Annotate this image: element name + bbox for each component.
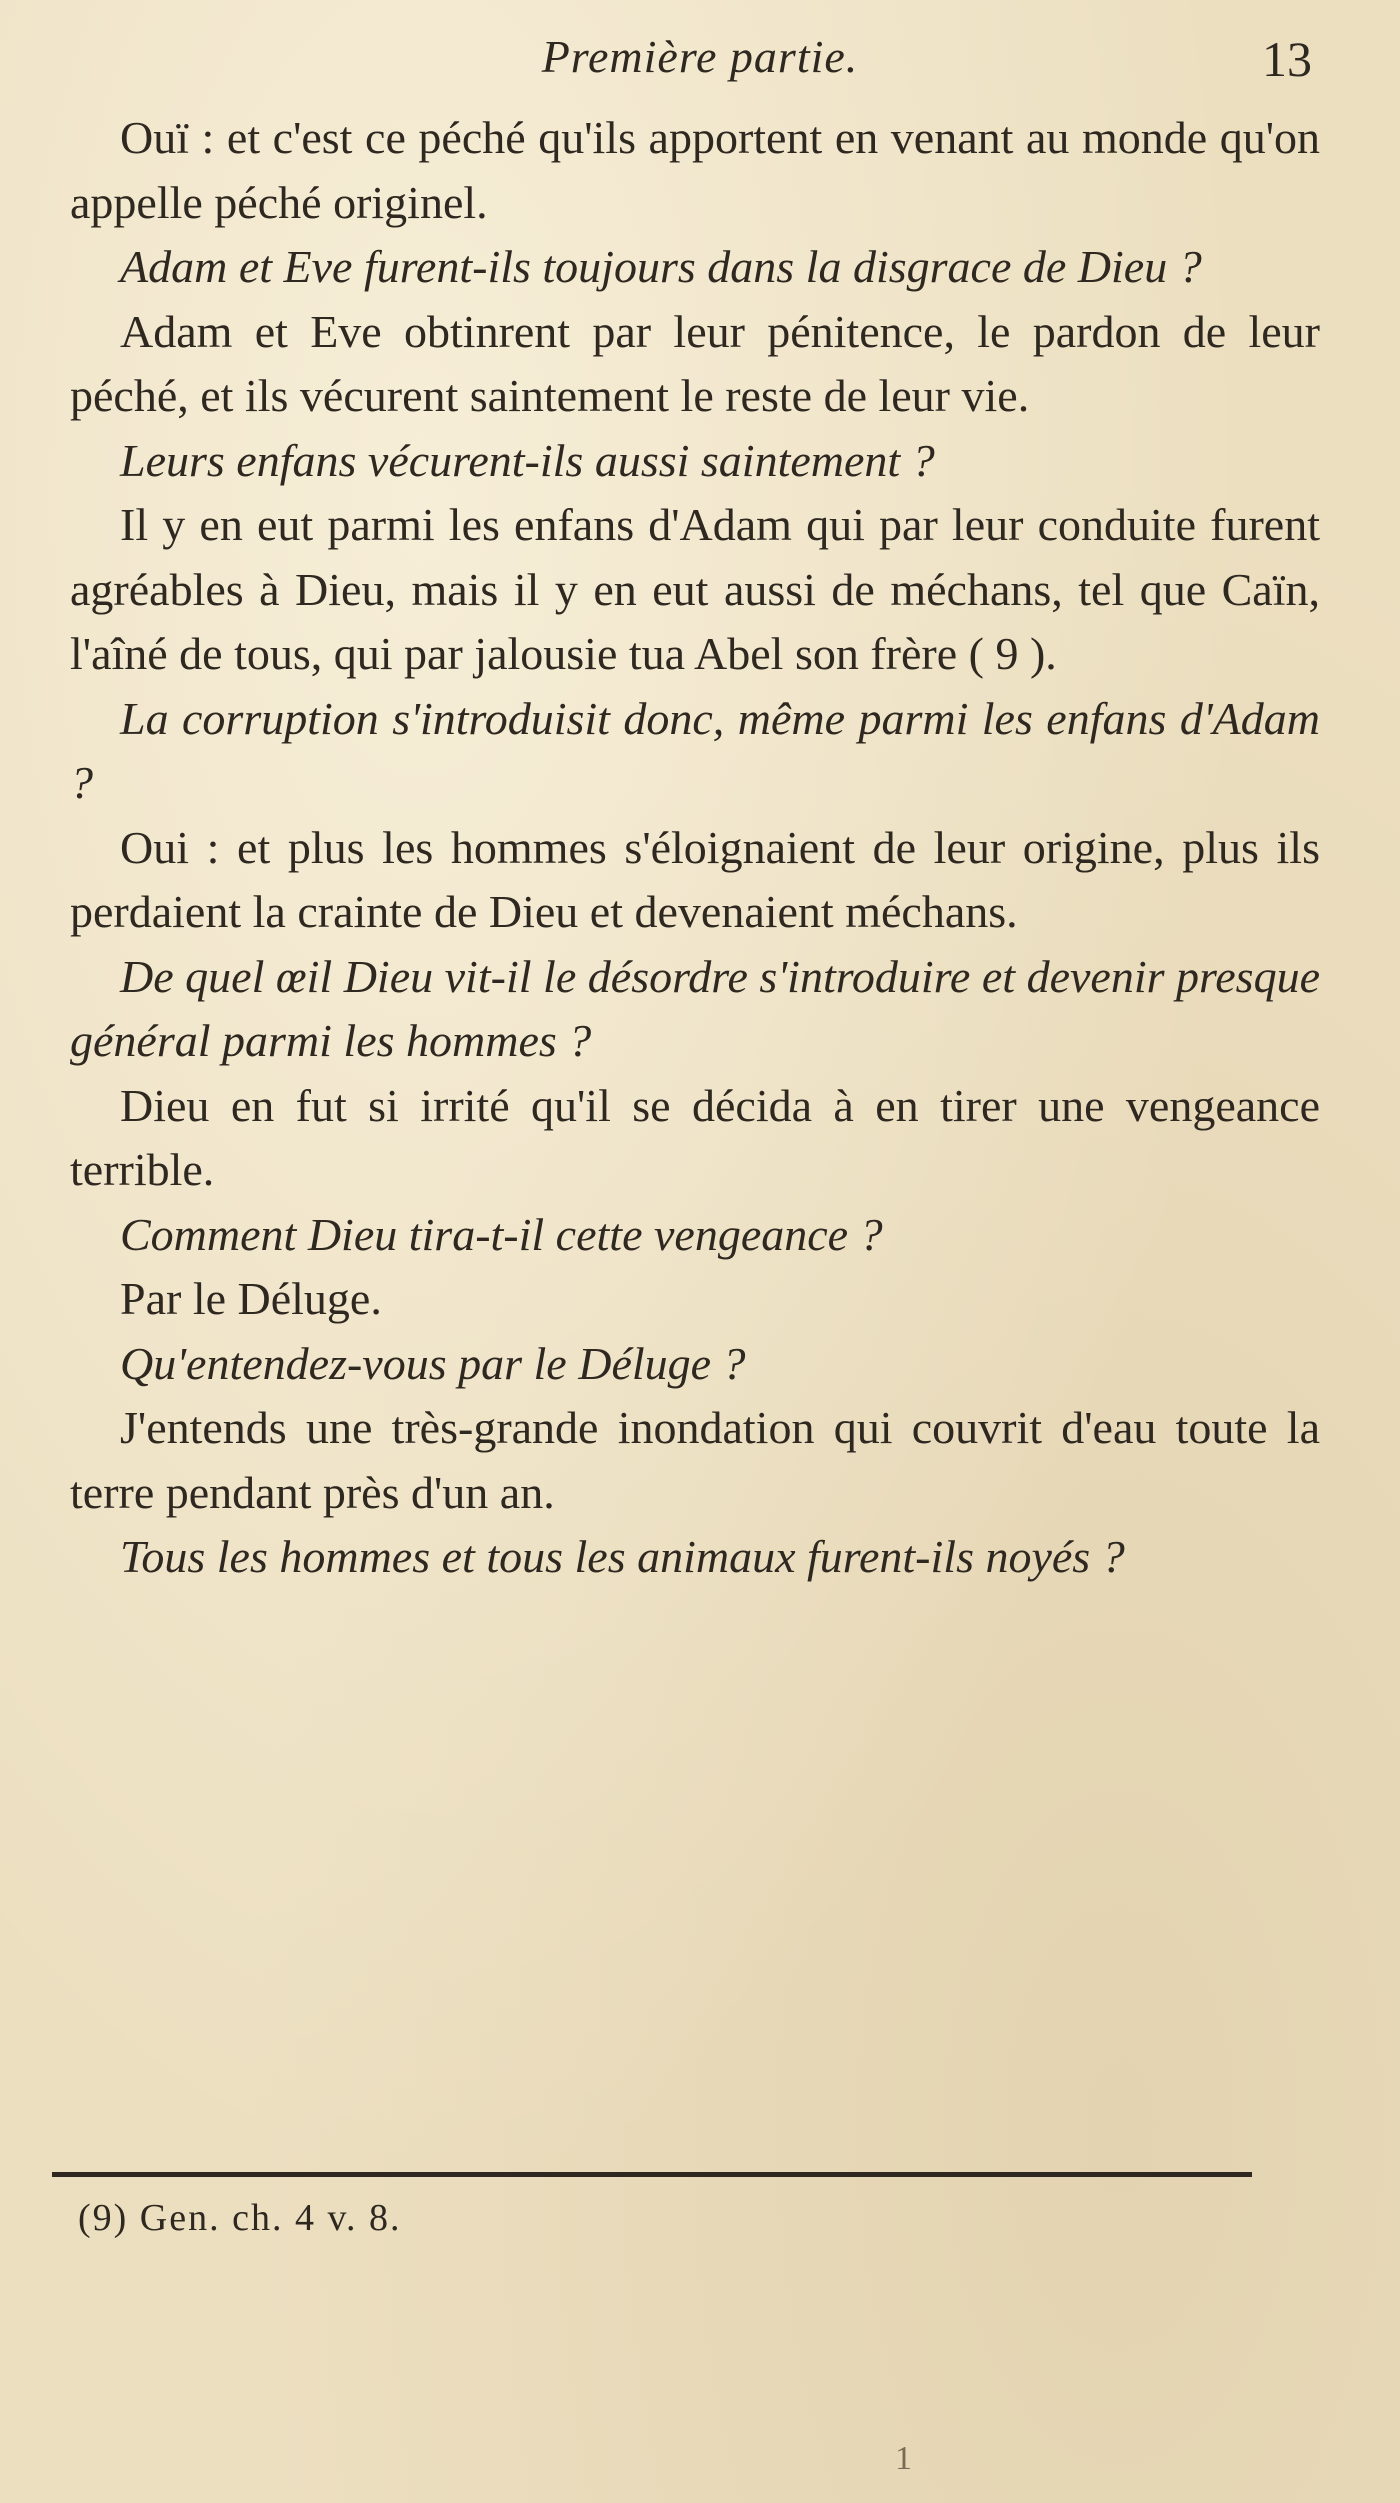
question-paragraph: Leurs enfans vécurent-ils aussi saintement ? <box>120 434 935 486</box>
running-head: Première partie. <box>541 31 859 82</box>
question-paragraph: La corruption s'introduisit donc, même parmi les enfans d'Adam ? <box>70 692 1320 808</box>
answer-paragraph: Oui : et plus les hommes s'éloignaient de leur origine, plus ils perdaient la crainte de Dieu et devenaient méchans. <box>70 821 1320 937</box>
question-paragraph: Qu'entendez-vous par le Déluge ? <box>120 1337 746 1389</box>
page-number: 13 <box>1262 31 1312 87</box>
page-header <box>0 22 1400 92</box>
answer-paragraph: Ouï : et c'est ce péché qu'ils apportent en venant au monde qu'on appelle péché originel. <box>70 112 1320 228</box>
question-paragraph: De quel œil Dieu vit-il le désordre s'introduire et devenir presque général parmi les hommes ? <box>70 950 1320 1066</box>
answer-paragraph: J'entends une très-grande inondation qui couvrit d'eau toute la terre pendant près d'un an. <box>70 1402 1320 1518</box>
answer-paragraph: Adam et Eve obtinrent par leur pénitence, le pardon de leur péché, et ils vécurent saintement le reste de leur vie. <box>70 305 1320 421</box>
question-paragraph: Comment Dieu tira-t-il cette vengeance ? <box>120 1208 883 1260</box>
footnote: (9) Gen. ch. 4 v. 8. <box>78 2197 402 2239</box>
stray-mark: 1 <box>895 2440 912 2477</box>
answer-paragraph: Il y en eut parmi les enfans d'Adam qui par leur conduite furent agréables à Dieu, mais il y en eut aussi de méchans, tel que Caïn, l'aîné de tous, qui par jalousie tua Abel son frère ( 9 ). <box>70 499 1320 679</box>
answer-paragraph: Par le Déluge. <box>120 1273 382 1324</box>
body-text <box>70 106 1320 1590</box>
question-paragraph: Adam et Eve furent-ils toujours dans la disgrace de Dieu ? <box>120 241 1202 292</box>
answer-paragraph: Dieu en fut si irrité qu'il se décida à en tirer une vengeance terrible. <box>70 1079 1320 1195</box>
question-paragraph: Tous les hommes et tous les animaux furent-ils noyés ? <box>120 1531 1125 1582</box>
footnote-rule <box>52 2172 1252 2177</box>
